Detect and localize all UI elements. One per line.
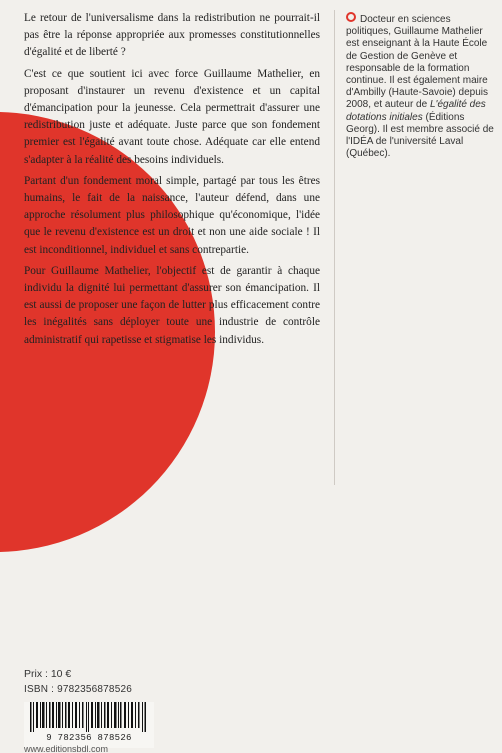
bullet-circle-icon — [346, 12, 356, 22]
bio-book-title: L'égalité des dotations initiales — [346, 99, 486, 123]
blurb-paragraph-1: Le retour de l'universalisme dans la redistribution ne pourrait-il pas être la réponse appropriée aux promesses constitutionnelles d'égalité et de liberté ? — [24, 12, 320, 59]
blurb-paragraph-3: Partant d'un fondement moral simple, partagé par tous les êtres humains, le fait de la naissance, l'auteur défend, dans une approche résolument plus philosophique qu'économique, l'idée que le revenu d'existence est un droit et non une aide sociale ! Il est inconditionnel, individuel et sans contrepartie. — [24, 174, 320, 256]
barcode-bars-icon — [30, 702, 148, 732]
price-label: Prix : 10 € — [24, 668, 72, 680]
publisher-website: www.editionsbdl.com — [24, 744, 109, 753]
barcode — [24, 702, 154, 748]
bio-text-end: (Éditions Georg). Il est membre associé de l'IDÉA de l'université Laval (Québec). — [346, 111, 494, 160]
bio-text-start: Docteur en sciences politiques, Guillaume Mathelier est enseignant à la Haute École de Gestion de Genève et responsable de la formation continue. Il est également maire d'Ambilly (Haute-Savoie) depuis 2008, et auteur de — [346, 14, 488, 111]
author-bio — [346, 12, 494, 160]
barcode-digits: 9 782356 878526 — [46, 733, 132, 743]
isbn-label: ISBN : 9782356878526 — [24, 684, 132, 695]
blurb-paragraph-2: C'est ce que soutient ici avec force Guillaume Mathelier, en proposant d'instaurer un revenu d'existence et un capital d'émancipation pour la jeunesse. Cela permettrait d'assurer une redistribution juste et adéquate. Juste parce que son fondement premier est l'égalité avant toute chose. Adéquate car elle entend s'adapter à la réalité des besoins individuels. — [24, 67, 320, 166]
blurb-text — [24, 10, 320, 353]
blurb-paragraph-4: Pour Guillaume Mathelier, l'objectif est de garantir à chaque individu la dignité lui permettant d'assurer son émancipation. Il est aussi de proposer une façon de lutter plus efficacement contre les inégalités sans déployer toute une industrie de contrôle administratif qui rapetisse et stigmatise les individus. — [24, 264, 320, 346]
column-divider — [334, 10, 335, 485]
